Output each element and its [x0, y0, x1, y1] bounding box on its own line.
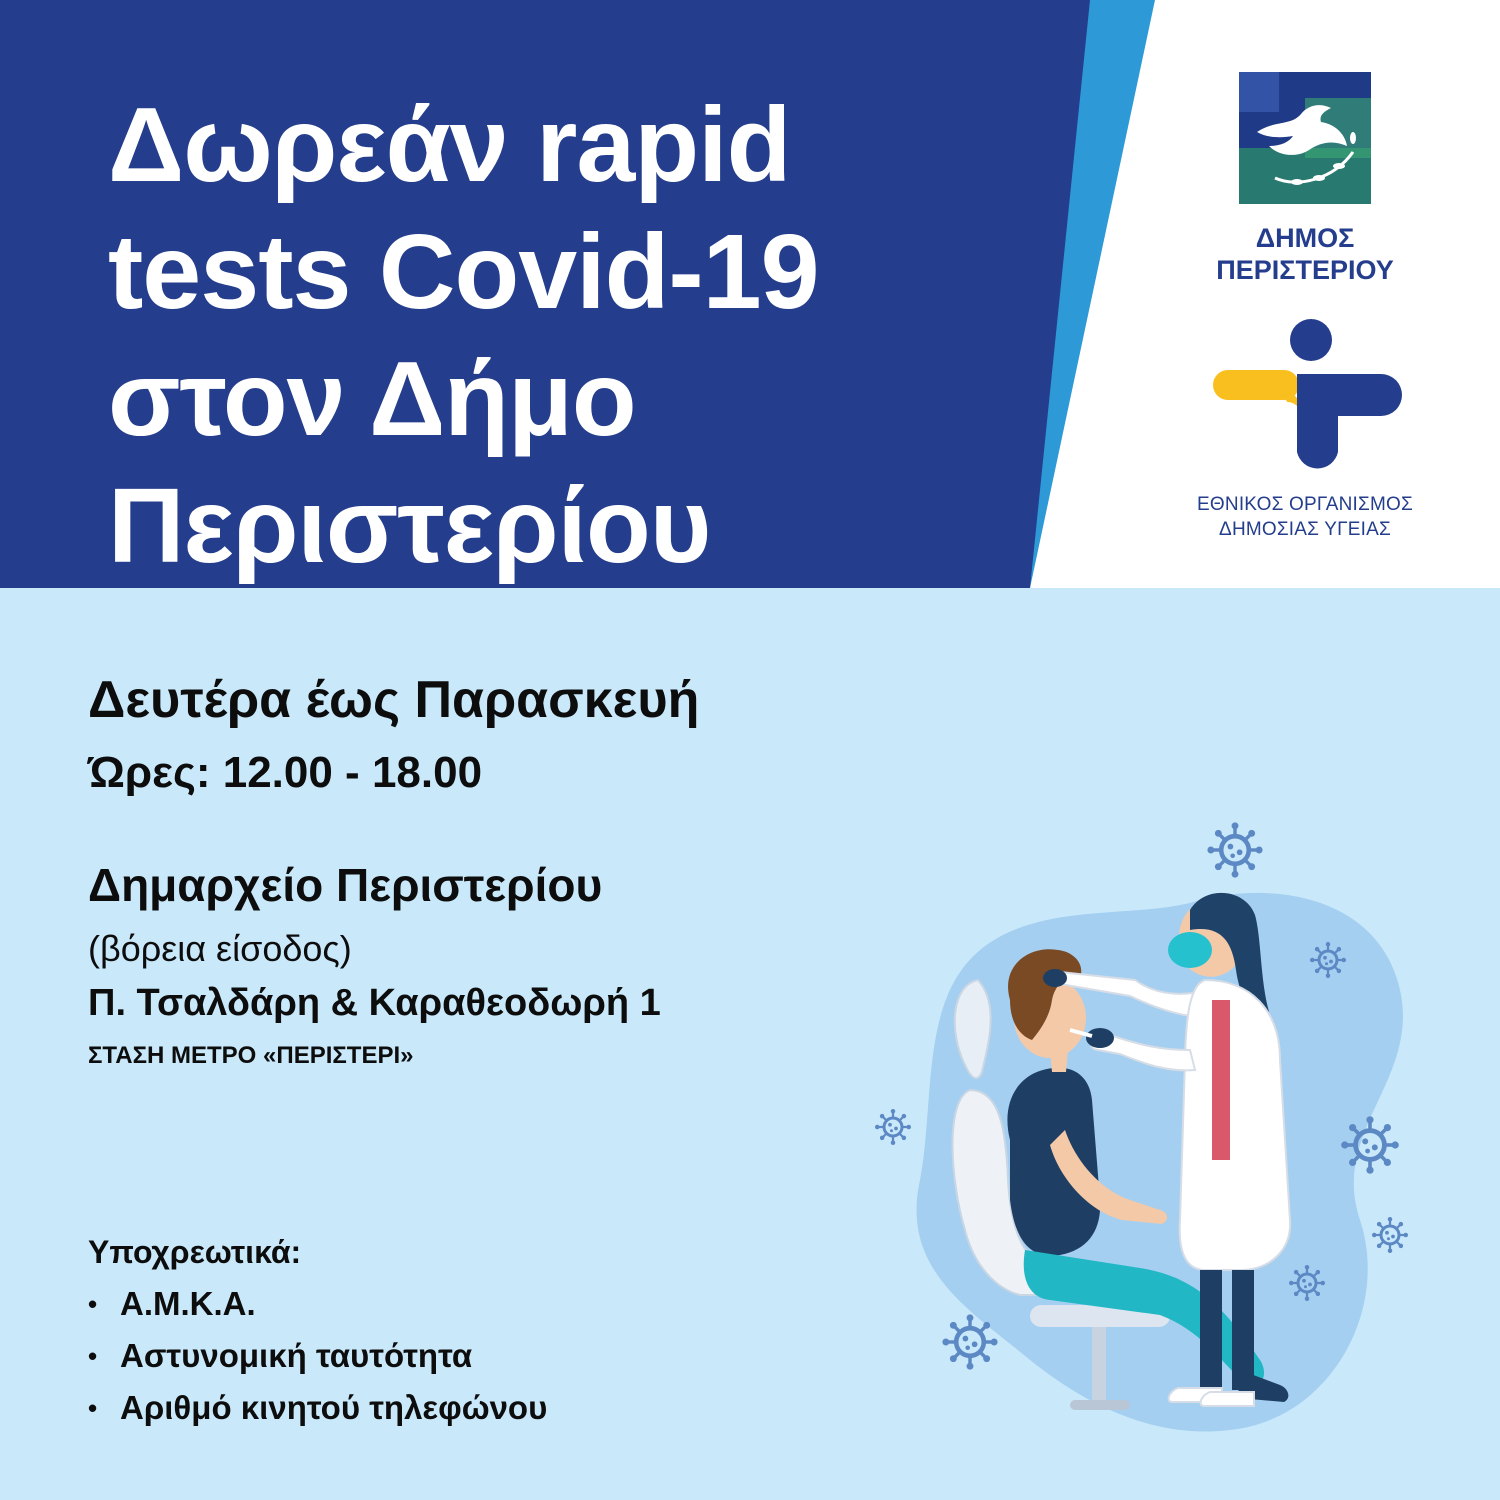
testing-illustration	[860, 800, 1460, 1440]
mask-icon	[1168, 932, 1212, 968]
requirements-list	[88, 1282, 547, 1438]
headline-line-3: στον Δήμο	[108, 340, 636, 458]
virus-icon	[1207, 822, 1262, 877]
list-item	[88, 1386, 547, 1438]
glove-icon	[1043, 969, 1067, 987]
dove-icon	[1235, 68, 1375, 208]
municipality-name-line-1: ΔΗΜΟΣ	[1255, 223, 1355, 253]
headline-line-2: tests Covid-19	[108, 213, 819, 331]
patient-shirt	[1007, 1068, 1100, 1256]
location-address: Π. Τσαλδάρη & Καραθεοδωρή 1	[88, 982, 661, 1024]
municipality-name	[1180, 222, 1430, 286]
virus-icon	[875, 1109, 911, 1145]
metro-station: ΣΤΑΣΗ ΜΕΤΡΟ «ΠΕΡΙΣΤΕΡΙ»	[88, 1042, 414, 1069]
eody-name-line-2: ΔΗΜΟΣΙΑΣ ΥΓΕΙΑΣ	[1219, 519, 1391, 540]
bullet-icon: •	[88, 1289, 98, 1319]
location-entrance: (βόρεια είσοδος)	[88, 928, 352, 969]
bullet-icon: •	[88, 1341, 98, 1371]
headline-line-1: Δωρεάν rapid	[108, 86, 791, 204]
headline-line-4: Περιστερίου	[108, 467, 711, 585]
doctor-shoe	[1201, 1392, 1254, 1406]
requirement-label: Αστυνομική ταυτότητα	[120, 1337, 473, 1374]
hours-text: Ώρες: 12.00 - 18.00	[88, 748, 483, 797]
eody-name	[1170, 492, 1440, 542]
chair-base	[1070, 1400, 1130, 1410]
eody-cross-icon	[1205, 312, 1410, 487]
bullet-icon: •	[88, 1393, 98, 1423]
requirements-title: Υποχρεωτικά:	[88, 1234, 302, 1270]
list-item	[88, 1282, 547, 1334]
doctor-coat	[1180, 980, 1290, 1270]
requirement-label: Α.Μ.Κ.Α.	[120, 1285, 256, 1322]
headline	[108, 82, 1008, 590]
virus-icon	[1372, 1217, 1408, 1253]
municipality-name-line-2: ΠΕΡΙΣΤΕΡΙΟΥ	[1216, 255, 1394, 285]
doctor-shirt	[1212, 1000, 1230, 1160]
glove-icon	[1086, 1028, 1114, 1048]
list-item	[88, 1334, 547, 1386]
requirement-label: Αριθμό κινητού τηλεφώνου	[120, 1389, 548, 1426]
doctor-leg	[1232, 1270, 1254, 1390]
days-heading: Δευτέρα έως Παρασκευή	[88, 671, 700, 729]
eody-name-line-1: ΕΘΝΙΚΟΣ ΟΡΓΑΝΙΣΜΟΣ	[1197, 494, 1413, 515]
location-name: Δημαρχείο Περιστερίου	[88, 859, 603, 911]
chair-post	[1092, 1327, 1106, 1407]
doctor-leg	[1200, 1270, 1222, 1390]
